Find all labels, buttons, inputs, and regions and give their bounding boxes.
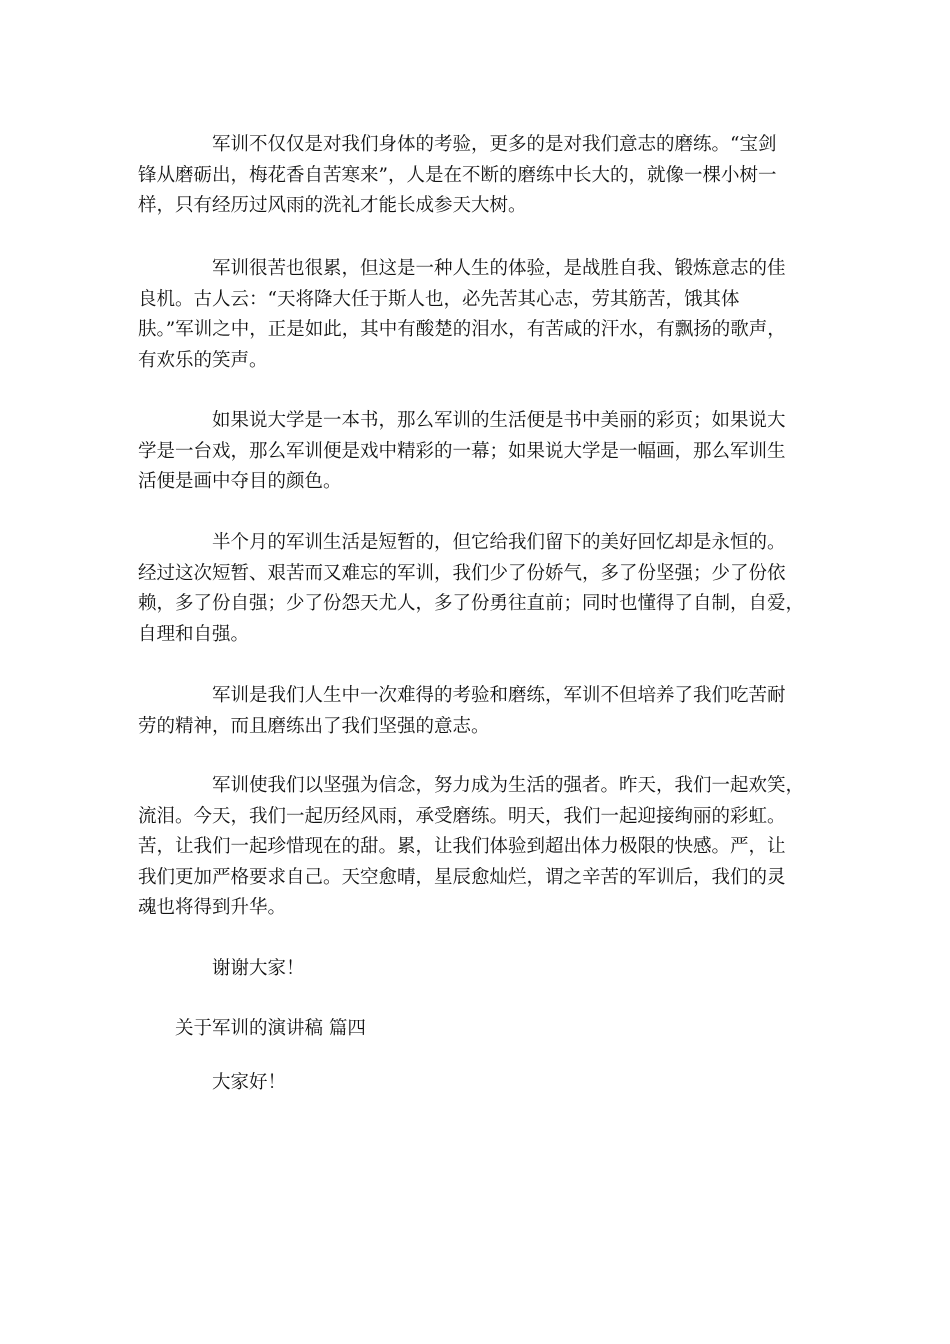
paragraph-belief [138,771,822,924]
text-line: 军训很苦也很累，但这是一种人生的体验，是战胜自我、锻炼意志的佳 [212,258,786,279]
text-line: 魂也将得到升华。 [138,897,287,918]
text-line: 赖，多了份自强；少了份怨天尤人，多了份勇往直前；同时也懂得了自制，自爱， [138,593,805,614]
paragraph-discipline [138,130,822,222]
text-line: 半个月的军训生活是短暂的，但它给我们留下的美好回忆却是永恒的。 [212,532,786,553]
paragraph-hardship [138,254,822,376]
text-line: 军训是我们人生中一次难得的考验和磨练，军训不但培养了我们吃苦耐 [212,685,786,706]
text-line: 流泪。今天，我们一起历经风雨，承受磨练。明天，我们一起迎接绚丽的彩虹。 [138,805,786,827]
text-line: 军训不仅仅是对我们身体的考验，更多的是对我们意志的磨练。“宝剑 [212,134,777,155]
paragraph-greeting [138,1068,822,1099]
text-line: 活便是画中夺目的颜色。 [138,471,342,492]
text-line: 劳的精神，而且磨练出了我们坚强的意志。 [138,715,490,737]
text-line: 锋从磨砺出，梅花香自苦寒来”，人是在不断的磨练中长大的，就像一棵小树一 [138,164,777,186]
section-heading: 关于军训的演讲稿 篇四 [175,1018,366,1039]
paragraph-memories [138,528,822,650]
text-line: 肤。”军训之中，正是如此，其中有酸楚的泪水，有苦咸的汗水，有飘扬的歌声， [138,319,786,340]
text-line: 自理和自强。 [138,623,250,645]
text-line: 如果说大学是一本书，那么军训的生活便是书中美丽的彩页；如果说大 [212,410,786,431]
text-line: 有欢乐的笑声。 [138,349,268,371]
paragraph-test [138,681,822,742]
text-line: 经过这次短暂、艰苦而又难忘的军训，我们少了份娇气，多了份坚强；少了份依 [138,562,786,584]
text-line: 大家好！ [212,1072,287,1093]
paragraph-thanks [138,954,822,985]
text-line: 样，只有经历过风雨的洗礼才能长成参天大树。 [138,195,527,216]
paragraph-metaphor [138,406,822,498]
text-line: 军训使我们以坚强为信念，努力成为生活的强者。昨天，我们一起欢笑， [212,775,805,796]
text-line: 学是一台戏，那么军训便是戏中精彩的一幕；如果说大学是一幅画，那么军训生 [138,440,786,462]
text-line: 苦，让我们一起珍惜现在的甜。累，让我们体验到超出体力极限的快感。严，让 [138,836,786,857]
text-line: 良机。古人云：“天将降大任于斯人也，必先苦其心志，劳其筋苦，饿其体 [138,288,740,310]
text-line: 我们更加严格要求自己。天空愈晴，星辰愈灿烂，谓之辛苦的军训后，我们的灵 [138,866,786,888]
text-line: 谢谢大家！ [212,958,305,979]
